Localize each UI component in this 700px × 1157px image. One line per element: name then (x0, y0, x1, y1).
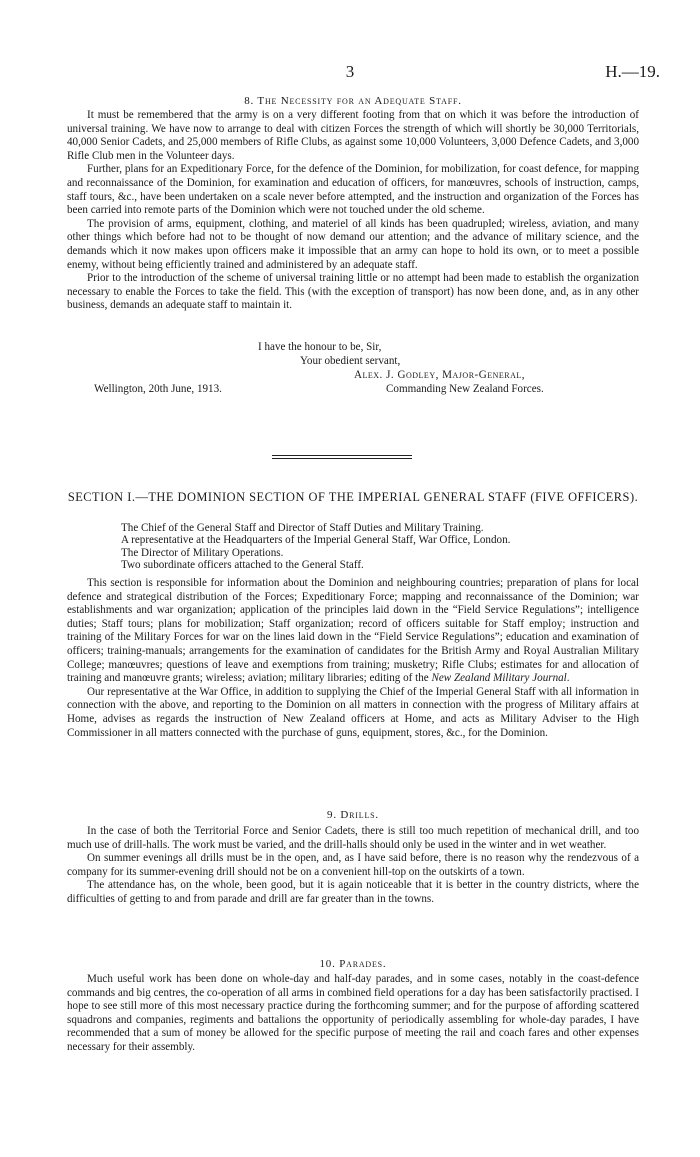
signature-title: Commanding New Zealand Forces. (386, 383, 544, 395)
paragraph: Further, plans for an Expeditionary Force, for the defence of the Dominion, for mobilization, for coast defence, for mapping and reconnaissance of the Dominion, for examination and education of officers, for manœuvres, schools of instruction, camps, staff tours, &c., have been undertaken on a scale never before attempted, and the instruction and organization of the Forces has been carried into remote parts of the Dominion which were not touched under the old scheme. (67, 163, 639, 217)
paragraph: On summer evenings all drills must be in the open, and, as I have said before, there is no reason why the rendezvous of a company for its summer-evening drill should not be on a convenient hill-top on the outskirts of a town. (67, 852, 639, 878)
signature-closing: Your obedient servant, (300, 355, 401, 367)
section-i-heading: SECTION I.—THE DOMINION SECTION OF THE IMPERIAL GENERAL STAFF (FIVE OFFICERS). (67, 490, 639, 504)
paragraph (67, 577, 639, 686)
paragraph: It must be remembered that the army is on a very different footing from that on which it was before the introduction of universal training. We have now to arrange to deal with citizen Forces the strength of which will shortly be 30,000 Territorials, 40,000 Senior Cadets, and 25,000 members of Rifle Clubs, as against some 10,000 Volunteers, 3,000 Defence Cadets, and 3,000 Rifle Club men in the Volunteer days. (67, 109, 639, 162)
section-i-officers-list (121, 522, 641, 572)
section-i-para1-text: This section is responsible for information about the Dominion and neighbouring countries; preparation of plans for local defence and strategical distribution of the Forces; Expeditionary Force; mapping and reconnaissance of the Dominion; war establishments and war organization; application of the principles laid down in the “Field Service Regulations”; intelligence duties; Staff tours; plans for mobilization; Staff organization; record of officers suitable for Staff employ; instruction and training of the Military Forces for war on the lines laid down in the “Field Service Regulations”; education and examination of officers; training-manuals; arrangements for the examination of candidates for the British Army and Royal Australian Military College; manœuvres; questions of leave and exemptions from training; musketry; Rifle Clubs; estimates for and allocation of training and manœuvre grants; wireless; aviation; military libraries; editing of the (67, 577, 639, 685)
paragraph: The provision of arms, equipment, clothing, and materiel of all kinds has been quadrupled; wireless, aviation, and many other things which before had not to be thought of now demand our attention; and the advance of military science, and the demands which it now makes upon officers make it impossible that an army can hope to hold its own, or to meet a possible enemy, without being efficiently trained and administered by an adequate staff. (67, 217, 639, 271)
officer-item: The Director of Military Operations. (121, 546, 284, 559)
signature-salutation: I have the honour to be, Sir, (258, 341, 382, 353)
page-number: 3 (345, 62, 355, 81)
journal-title: New Zealand Military Journal (431, 672, 567, 685)
divider-rule (272, 455, 412, 456)
paragraph: Much useful work has been done on whole-day and half-day parades, and in some cases, notably in the coast-defence commands and big centres, the co-operation of all arms in combined field operations for a day has been satisfactorily practised. I hope to see still more of this most necessary practice during the forthcoming summer; and for the purpose of affording scattered squadrons and companies, regiments and battalions the opportunity of periodically assembling for whole-day parades, I have recommended that a sum of money be allowed for the specific purpose of meeting the rail and coach fares and other expenses necessary for their assembly. (67, 973, 639, 1053)
officer-item: The Chief of the General Staff and Director of Staff Duties and Military Training. (121, 522, 484, 534)
section-i-body (67, 577, 639, 740)
section-9-heading: 9. Drills. (327, 809, 379, 821)
section-10-heading: 10. Parades. (319, 958, 387, 970)
paragraph: The attendance has, on the whole, been good, but it is again noticeable that it is better in the country districts, where the difficulties of getting to and from parade and drill are far greater than in the towns. (67, 879, 639, 905)
paragraph: In the case of both the Territorial Force and Senior Cadets, there is still too much repetition of mechanical drill, and too much use of drill-halls. The work must be varied, and the drill-halls should only be used in the winter and in wet weather. (67, 825, 639, 851)
document-reference: H.—19. (605, 62, 660, 81)
signature-name (354, 369, 525, 381)
signature-rank: Major-General, (442, 369, 526, 381)
signature-place-date: Wellington, 20th June, 1913. (94, 383, 222, 395)
section-i-para1-end: . (566, 672, 570, 685)
section-8-body (67, 109, 639, 313)
paragraph: Our representative at the War Office, in addition to supplying the Chief of the Imperial General Staff with all information in connection with the above, and reporting to the Dominion on all matters in connection with the progress of Military affairs at Home, advises as regards the instruction of New Zealand officers at Home, and acts as Military Adviser to the High Commissioner in all matters connected with the purchase of guns, equipment, stores, &c., for the Dominion. (67, 685, 639, 739)
signature-name-text: Alex. J. Godley, (354, 369, 439, 381)
paragraph: Prior to the introduction of the scheme of universal training little or no attempt had been made to establish the organization necessary to enable the Forces to take the field. This (with the exception of transport) has now been done, and, as in any other business, demands an adequate staff to maintain it. (67, 272, 639, 312)
officer-item: Two subordinate officers attached to the General Staff. (121, 559, 364, 572)
officer-item: A representative at the Headquarters of the Imperial General Staff, War Office, London. (121, 534, 511, 547)
divider-rule (272, 458, 412, 459)
section-9-body (67, 825, 639, 907)
section-10-body (67, 973, 639, 1055)
section-8-heading: 8. The Necessity for an Adequate Staff. (244, 95, 462, 107)
